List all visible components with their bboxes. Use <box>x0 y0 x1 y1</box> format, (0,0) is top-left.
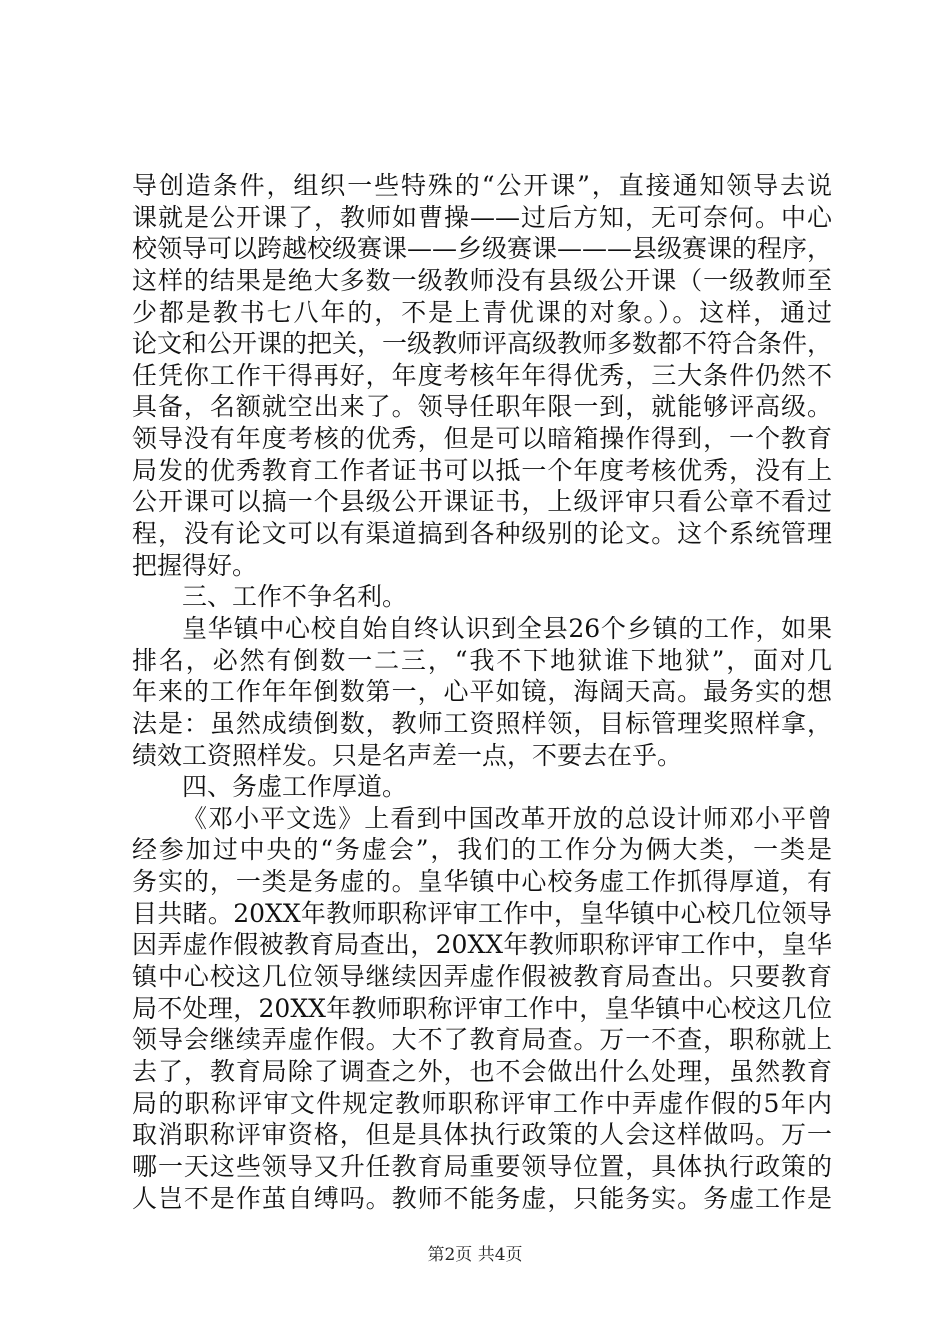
text-line: 镇中心校这几位领导继续因弄虚作假被教育局查出。只要教育 <box>132 962 832 992</box>
text-line: 领导没有年度考核的优秀，但是可以暗箱操作得到，一个教育 <box>132 424 832 454</box>
text-line: 程，没有论文可以有渠道搞到各种级别的论文。这个系统管理 <box>132 519 832 549</box>
text-line: 人岂不是作茧自缚吗。教师不能务虚，只能务实。务虚工作是 <box>132 1183 832 1213</box>
body-text <box>132 170 832 1214</box>
text-line: 务实的，一类是务虚的。皇华镇中心校务虚工作抓得厚道，有 <box>132 867 832 897</box>
text-line: 经参加过中央的“务虚会”，我们的工作分为俩大类，一类是 <box>132 835 832 865</box>
section-heading: 三、工作不争名利。 <box>182 582 408 612</box>
text-line: 绩效工资照样发。只是名声差一点，不要去在乎。 <box>132 740 683 770</box>
text-line: 这样的结果是绝大多数一级教师没有县级公开课（一级教师至 <box>132 265 832 295</box>
text-line: 皇华镇中心校自始自终认识到全县26个乡镇的工作，如果 <box>182 613 832 643</box>
text-line: 把握得好。 <box>132 550 258 580</box>
text-line: 法是：虽然成绩倒数，教师工资照样领，目标管理奖照样拿， <box>132 708 832 738</box>
text-line: 课就是公开课了，教师如曹操——过后方知，无可奈何。中心 <box>132 202 832 232</box>
text-line: 导创造条件，组织一些特殊的“公开课”，直接通知领导去说 <box>132 171 832 200</box>
text-line: 局不处理，20XX年教师职称评审工作中，皇华镇中心校这几位 <box>132 993 832 1023</box>
text-line: 校领导可以跨越校级赛课——乡级赛课———县级赛课的程序， <box>132 234 833 264</box>
section-heading: 四、务虚工作厚道。 <box>182 772 408 802</box>
text-line: 去了，教育局除了调查之外，也不会做出什么处理，虽然教育 <box>132 1056 832 1086</box>
text-line: 局发的优秀教育工作者证书可以抵一个年度考核优秀，没有上 <box>132 455 832 485</box>
text-line: 因弄虚作假被教育局查出，20XX年教师职称评审工作中，皇华 <box>132 930 832 960</box>
text-line: 局的职称评审文件规定教师职称评审工作中弄虚作假的5年内 <box>132 1088 832 1118</box>
text-line: 取消职称评审资格，但是具体执行政策的人会这样做吗。万一 <box>132 1120 832 1150</box>
text-line: 公开课可以搞一个县级公开课证书，上级评审只看公章不看过 <box>132 487 832 517</box>
text-line: 《邓小平文选》上看到中国改革开放的总设计师邓小平曾 <box>182 803 832 833</box>
text-line: 领导会继续弄虚作假。大不了教育局查。万一不查，职称就上 <box>132 1025 832 1055</box>
text-line: 排名，必然有倒数一二三，“我不下地狱谁下地狱”，面对几 <box>132 645 832 675</box>
text-line: 论文和公开课的把关，一级教师评高级教师多数都不符合条件， <box>132 329 833 359</box>
text-line: 哪一天这些领导又升任教育局重要领导位置，具体执行政策的 <box>132 1151 832 1181</box>
text-line: 年来的工作年年倒数第一，心平如镜，海阔天高。最务实的想 <box>132 677 832 707</box>
text-line: 具备，名额就空出来了。领导任职年限一到，就能够评高级。 <box>132 392 832 422</box>
text-line: 目共睹。20XX年教师职称评审工作中，皇华镇中心校几位领导 <box>132 898 832 928</box>
text-line: 任凭你工作干得再好，年度考核年年得优秀，三大条件仍然不 <box>132 360 832 390</box>
page-number-footer: 第2页 共4页 <box>427 1245 523 1265</box>
text-line: 少都是教书七八年的，不是上青优课的对象。）。这样，通过 <box>132 297 832 327</box>
